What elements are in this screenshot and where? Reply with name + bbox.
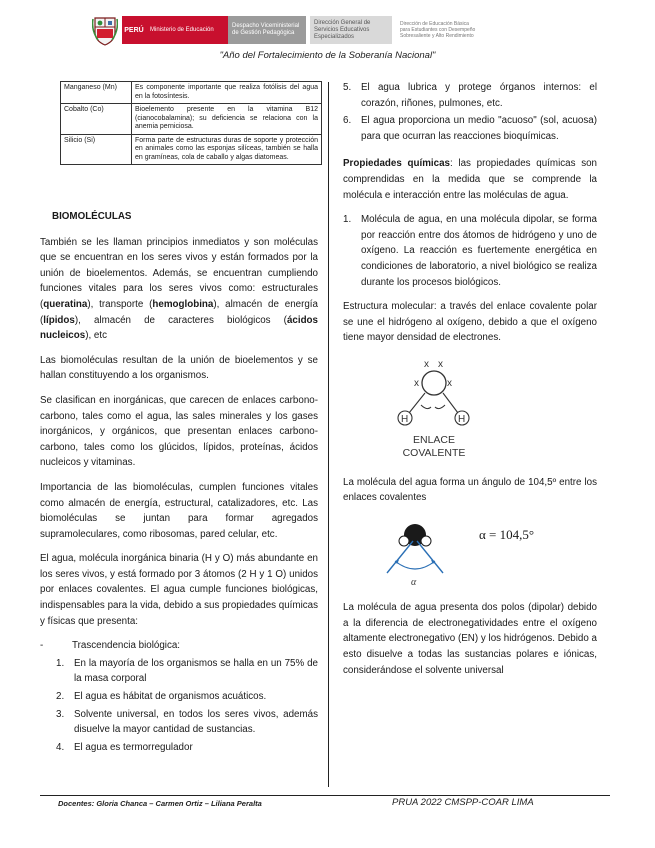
table-cell-desc: Forma parte de estructuras duras de soporte y protección en animales como las esponjas silíceas, también se halla en gramíneas, cola de caballo y algas diatomeas.: [132, 134, 322, 165]
list-item: 4. El agua es termorregulador: [56, 741, 193, 753]
table-cell-name: Cobalto (Co): [61, 104, 132, 135]
direction-basic-name: Dirección de Educación Básica para Estudiantes con Desempeño Sobresaliente y Alto Rendimiento: [396, 16, 480, 44]
bioelement-table: [60, 81, 322, 165]
angle-value: α = 104,5°: [479, 526, 535, 542]
ministry-header: [92, 10, 562, 50]
paragraph: El agua, molécula inorgánica binaria (H y O) más abundante en los seres vivos, y está formado por 3 átomos (2 H y 1 O) unidos por enlaces covalentes. El agua cumple funciones biológicas, indispensables para la vida, debido a sus propiedades químicas y físicas que presenta:: [40, 553, 318, 627]
right-column: [343, 80, 597, 687]
list-item: 3. Solvente universal, en todos los seres vivos, además disuelve la mayor cantidad de sustancias.: [56, 708, 318, 736]
list-item: 1. Molécula de agua, en una molécula dipolar, se forma por reacción entre dos átomos de hidrógeno y uno de oxígeno. La reacción es fuertemente energética en condiciones de laboratorio, a nivel biológico se realiza durante los procesos biológicos.: [343, 214, 597, 288]
peru-logo: PERÚ: [122, 16, 146, 44]
table-row: [61, 104, 322, 135]
diagram-caption: COVALENTE: [402, 446, 466, 459]
section-title: BIOMOLÉCULAS: [52, 211, 132, 222]
table-cell-name: Silicio (Si): [61, 134, 132, 165]
hydrogen-label: H: [458, 413, 466, 425]
coat-of-arms-icon: [92, 14, 118, 46]
list-item: - Trascendencia biológica:: [40, 640, 181, 652]
chemical-properties-paragraph: Propiedades químicas: las propiedades químicas son comprendidas en la medida que se comprende la molécula e interacción entre las moléculas de agua.: [343, 158, 597, 201]
alpha-label: α: [411, 576, 417, 587]
ministry-name: Ministerio de Educación: [146, 16, 228, 44]
electron-mark: x: [424, 358, 429, 370]
electron-mark: x: [438, 358, 443, 370]
bond-angle-diagram: [343, 515, 597, 587]
paragraph: La molécula de agua presenta dos polos (dipolar) debido a la diferencia de electronegatividades entre el oxígeno altamente electronegativo (EN) y los hidrógenos. Debido a esto disuelve a todas las sustancias polares e iónicas, considerándose el solvente universal: [343, 602, 597, 676]
paragraph: Se clasifican en inorgánicas, que carecen de enlaces carbono-carbono, tales como el agua, las sales minerales y los gases inorgánicos, y orgánicos, que presentan enlaces carbono-carbono, tales como los glúcidos, lípidos, proteínas, ácidos nucleicos y vitaminas.: [40, 394, 318, 469]
diagram-caption: ENLACE: [412, 433, 456, 446]
table-row: [61, 134, 322, 165]
footer-authors: Docentes: Gloria Chanca – Carmen Ortiz – Liliana Peralta: [58, 799, 262, 808]
left-column: [40, 205, 318, 757]
table-cell-name: Manganeso (Mn): [61, 82, 132, 104]
table-cell-desc: Es componente importante que realiza fotólisis del agua en la fotosíntesis.: [132, 82, 322, 104]
footer-course: PRUA 2022 CMSPP-COAR LIMA: [392, 797, 534, 808]
table-cell-desc: Bioelemento presente en la vitamina B12 (cianocobalamina); su deficiencia se relaciona con la anemia perniciosa.: [132, 104, 322, 135]
paragraph: Estructura molecular: a través del enlace covalente polar se une el hidrógeno al oxígeno, debido a que el oxígeno tiene mayor densidad de electrones.: [343, 301, 597, 344]
hydrogen-label: H: [401, 413, 409, 425]
footer-divider: [40, 795, 610, 796]
table-row: [61, 82, 322, 104]
covalent-bond-diagram: [343, 355, 597, 465]
oxygen-atom: [422, 371, 446, 395]
column-divider: [328, 82, 329, 787]
list-item: 5. El agua lubrica y protege órganos internos: el corazón, riñones, pulmones, etc.: [343, 82, 597, 109]
electron-mark: x: [447, 377, 452, 389]
vice-ministry-name: Despacho Viceministerial de Gestión Pedagógica: [228, 16, 306, 44]
direction-name: Dirección General de Servicios Educativos Especializados: [310, 16, 392, 44]
intro-paragraph: También se les llaman principios inmediatos y son moléculas que se encuentran en los seres vivos y están formados por la unión de bioelementos. Además, se encuentran cumpliendo funciones vitales para los seres vivos como: estructurales (queratina), transporte (hemoglobina), almacén de energía (lípidos), almacén de caracteres biológicos (ácidos nucleicos), etc: [40, 236, 318, 342]
paragraph: Importancia de las biomoléculas, cumplen funciones vitales como almacén de energía, estructural, catalizadores, etc. Las biomoléculas se juntan para formar agregados supramoleculares, como ribosomas, pared celular, etc.: [40, 481, 318, 540]
biological-list: [56, 656, 318, 756]
list-item: 6. El agua proporciona un medio "acuoso" (sol, acuosa) para que ocurran las reacciones bioquímicas.: [343, 115, 597, 142]
list-item: 1. En la mayoría de los organismos se halla en un 75% de la masa corporal: [56, 657, 318, 685]
paragraph: La molécula del agua forma un ángulo de 104,5º entre los enlaces covalentes: [343, 476, 597, 504]
list-item: 2. El agua es hábitat de organismos acuáticos.: [56, 691, 267, 703]
electron-mark: x: [414, 377, 419, 389]
paragraph: Las biomoléculas resultan de la unión de bioelementos y se hallan constituyendo a los organismos.: [40, 354, 318, 382]
year-motto: "Año del Fortalecimiento de la Soberanía Nacional": [219, 50, 436, 61]
